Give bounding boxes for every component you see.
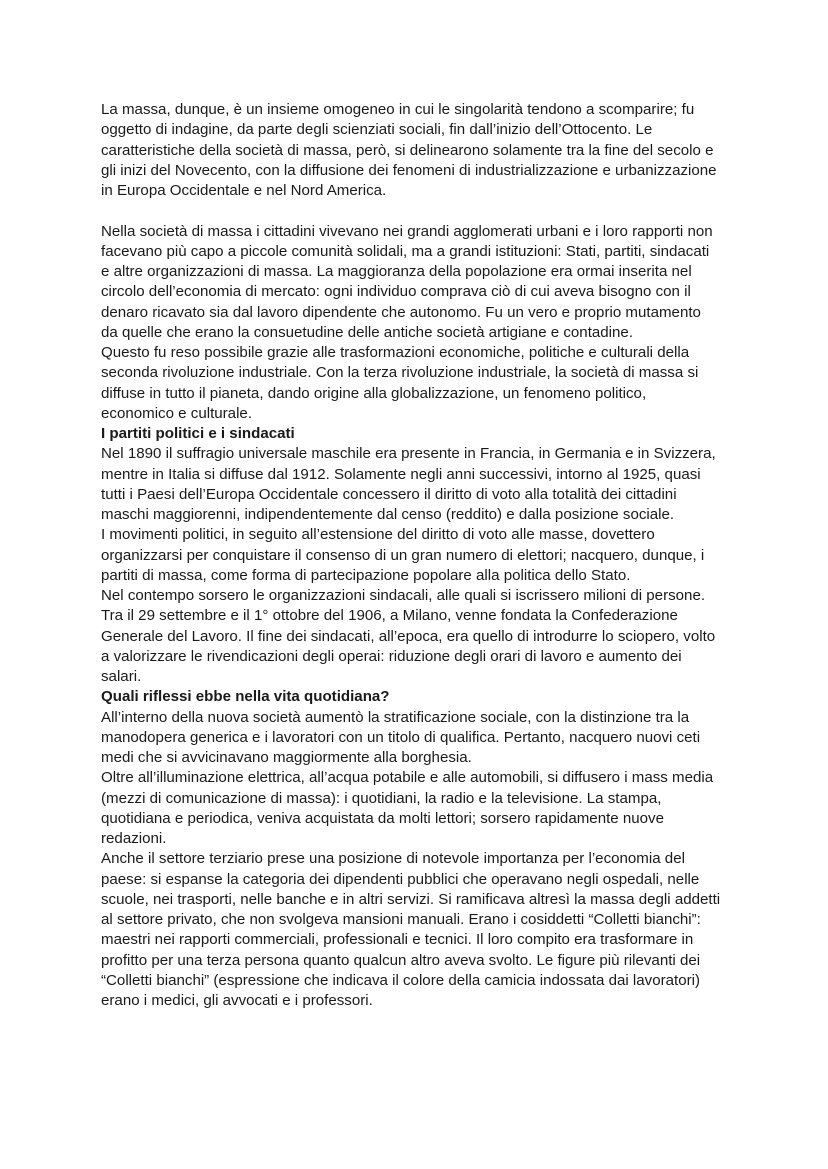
text-line: Nel 1890 il suffragio universale maschile era presente in Francia, in Germania e in Svizzera, <box>101 445 716 463</box>
text-line: a valorizzare le rivendicazioni degli operai: riduzione degli orari di lavoro e aumento dei <box>101 647 682 665</box>
text-line: economico e culturale. <box>101 404 253 422</box>
text-line: da quelle che erano la consuetudine delle antiche società artigiane e contadine. <box>101 323 634 341</box>
text-line: (mezzi di comunicazione di massa): i quotidiani, la radio e la televisione. La stampa, <box>101 789 662 807</box>
text-line: I movimenti politici, in seguito all’estensione del diritto di voto alle masse, dovettero <box>101 526 655 544</box>
text-line: maschi maggiorenni, indipendentemente dal censo (reddito) e dalla posizione sociale. <box>101 506 675 523</box>
text-line: Questo fu reso possibile grazie alle trasformazioni economiche, politiche e culturali della <box>101 344 690 361</box>
text-line: medi che si avvicinavano maggiormente alla borghesia. <box>101 749 472 766</box>
text-line: e altre organizzazioni di massa. La maggioranza della popolazione era ormai inserita nel <box>101 263 692 280</box>
text-line: in Europa Occidentale e nel Nord America. <box>101 182 387 199</box>
text-line: tutti i Paesi dell’Europa Occidentale concessero il diritto di voto alla totalità dei cittadini <box>101 485 677 503</box>
text-line: redazioni. <box>101 830 167 847</box>
text-line: profitto per una terza persona quanto qualcun altro aveva svolto. Le figure più rilevanti dei <box>101 951 701 969</box>
text-line: manodopera generica e i lavoratori con un titolo di qualifica. Pertanto, nacquero nuovi ceti <box>101 728 701 746</box>
text-line: Generale del Lavoro. Il fine dei sindacati, all’epoca, era quello di introdurre lo sciopero, volto <box>101 627 716 645</box>
text-line: Tra il 29 settembre e il 1° ottobre del 1906, a Milano, venne fondata la Confederazione <box>101 607 678 625</box>
text-line: scuole, nei trasporti, nelle banche e in altri servizi. Si ramificava altresì la massa degli addetti <box>101 890 721 908</box>
text-line: Oltre all’illuminazione elettrica, all’acqua potabile e alle automobili, si diffusero i mass media <box>101 769 714 787</box>
text-line: mentre in Italia si diffuse dal 1912. Solamente negli anni successivi, intorno al 1925, quasi <box>101 465 701 483</box>
heading-parties-unions: I partiti politici e i sindacati <box>101 425 295 442</box>
heading-daily-life: Quali riflessi ebbe nella vita quotidiana? <box>101 688 390 706</box>
text-line: organizzarsi per conquistare il consenso di un gran numero di elettori; nacquero, dunque, i <box>101 546 705 564</box>
text-line: paese: si espanse la categoria dei dipendenti pubblici che operavano negli ospedali, nelle <box>101 870 700 888</box>
paragraph-intro <box>101 100 733 201</box>
text-line: circolo dell’economia di mercato: ogni individuo comprava ciò di cui aveva bisogno con il <box>101 283 691 301</box>
paragraph-suffrage <box>101 444 733 525</box>
paragraph-unions <box>101 586 733 687</box>
text-line: facevano più capo a piccole comunità solidali, ma a grandi istituzioni: Stati, partiti, sindacati <box>101 242 710 260</box>
paragraph-mass-society <box>101 222 733 344</box>
text-line: partiti di massa, come forma di partecipazione popolare alla politica dello Stato. <box>101 566 631 584</box>
text-line: seconda rivoluzione industriale. Con la terza rivoluzione industriale, la società di massa si <box>101 364 699 382</box>
text-line: al settore privato, che non svolgeva mansioni manuali. Erano i cosiddetti “Colletti bianchi”: <box>101 911 701 928</box>
paragraph-industrial-revolution <box>101 343 733 424</box>
paragraph-mass-media <box>101 768 733 849</box>
text-line: salari. <box>101 668 142 685</box>
text-line: denaro ricavato sia dal lavoro dipendente che autonomo. Fu un vero e proprio mutamento <box>101 303 701 321</box>
text-line: maestri nei rapporti commerciali, professionali e tecnici. Il loro compito era trasformare in <box>101 931 694 949</box>
text-line: oggetto di indagine, da parte degli scienziati sociali, fin dall’inizio dell’Ottocento. Le <box>101 121 653 139</box>
paragraph-stratification <box>101 708 733 769</box>
text-line: Anche il settore terziario prese una posizione di notevole importanza per l’economia del <box>101 850 685 868</box>
paragraph-tertiary-sector <box>101 849 733 1011</box>
text-line: diffuse in tutto il pianeta, dando origine alla globalizzazione, un fenomeno politico, <box>101 384 647 402</box>
paragraph-political-movements <box>101 525 733 586</box>
text-line: quotidiana e periodica, veniva acquistata da molti lettori; sorsero rapidamente nuove <box>101 809 664 827</box>
text-line: All’interno della nuova società aumentò la stratificazione sociale, con la distinzione tra la <box>101 708 690 726</box>
text-line: “Colletti bianchi” (espressione che indicava il colore della camicia indossata dai lavoratori) <box>101 971 701 989</box>
text-line: caratteristiche della società di massa, però, si delinearono solamente tra la fine del secolo e <box>101 141 714 159</box>
document-page <box>101 100 733 1011</box>
text-line: erano i medici, gli avvocati e i professori. <box>101 992 373 1009</box>
text-line: La massa, dunque, è un insieme omogeneo in cui le singolarità tendono a scomparire; fu <box>101 101 695 118</box>
text-line: Nel contempo sorsero le organizzazioni sindacali, alle quali si iscrissero milioni di persone. <box>101 587 706 604</box>
text-line: Nella società di massa i cittadini vivevano nei grandi agglomerati urbani e i loro rapporti non <box>101 222 713 240</box>
text-line: gli inizi del Novecento, con la diffusione dei fenomeni di industrializzazione e urbanizzazione <box>101 161 717 179</box>
